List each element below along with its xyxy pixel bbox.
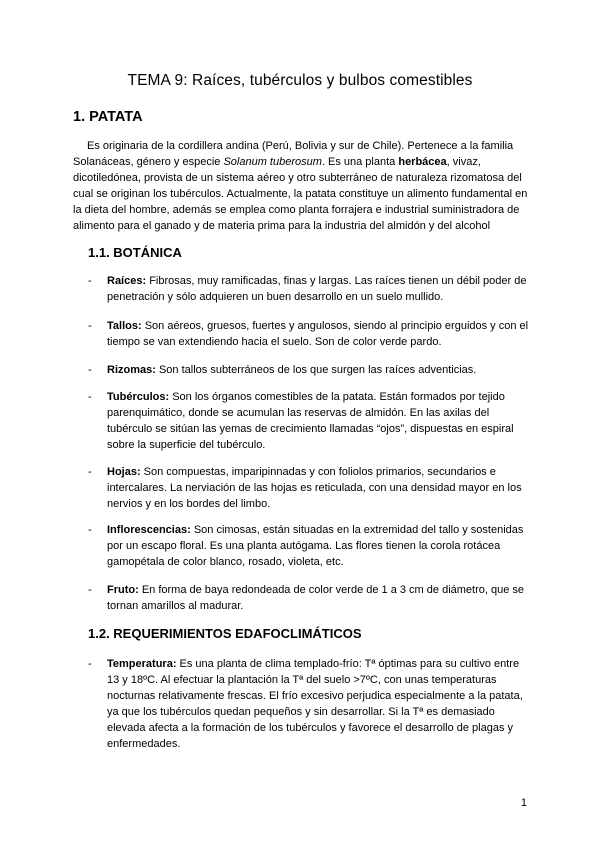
list-item-temperatura <box>88 656 534 752</box>
bullet-text: Son los órganos comestibles de la patata. Están formados por tejido parenquimático, donde se acumulan las reservas de almidón. En las axilas del tubérculo se sitúan las yemas de crecimiento llamadas “ojos”, dispuestas en espiral sobre la superficie del tubérculo. <box>107 391 514 451</box>
bullet-text: En forma de baya redondeada de color verde de 1 a 3 cm de diámetro, que se tornan amarillos al madurar. <box>107 584 525 612</box>
bullet-term: Rizomas: <box>107 364 156 376</box>
list-item-fruto <box>88 582 534 614</box>
bullet-dash: - <box>88 391 92 403</box>
intro-paragraph <box>73 138 535 234</box>
list-item-tallos <box>88 318 534 350</box>
subsection-heading-botanica: 1.1. BOTÁNICA <box>88 245 182 260</box>
list-item-tuberculos <box>88 389 534 453</box>
bullet-text: Son cimosas, están situadas en la extremidad del tallo y sostenidas por un escapo floral. Es una planta autógama. Las flores tienen la corola rotácea gamopétala de color blanco, rosado, violeta, etc. <box>107 524 524 568</box>
bullet-text: Fibrosas, muy ramificadas, finas y largas. Las raíces tienen un débil poder de penetración y sólo adquieren un buen desarrollo en un suelo mullido. <box>107 275 527 303</box>
intro-text-1: Es originaria de la cordillera andina (Perú, Bolivia y sur de Chile). Pertenece a la familia Solanáceas, género y especie <box>73 140 514 168</box>
bullet-dash: - <box>88 364 92 376</box>
bullet-term: Inflorescencias: <box>107 524 191 536</box>
bullet-term: Fruto: <box>107 584 139 596</box>
intro-text-2: . Es una planta <box>321 156 399 168</box>
list-item-raices <box>88 273 534 305</box>
bullet-text: Son aéreos, gruesos, fuertes y angulosos, siendo al principio erguidos y con el tiempo se van extendiendo hacia el suelo. Son de color verde pardo. <box>107 320 529 348</box>
bullet-dash: - <box>88 275 92 287</box>
bullet-dash: - <box>88 524 92 536</box>
list-item-rizomas <box>88 362 534 378</box>
bullet-term: Temperatura: <box>107 658 177 670</box>
list-item-inflorescencias <box>88 522 534 570</box>
bullet-term: Tubérculos: <box>107 391 170 403</box>
bullet-dash: - <box>88 658 92 670</box>
bullet-text: Son compuestas, imparipinnadas y con foliolos primarios, secundarios e intercalares. La nerviación de las hojas es reticulada, con una densidad mayor en los nervios y en los bordes del limbo. <box>107 466 522 510</box>
bullet-dash: - <box>88 584 92 596</box>
bullet-text: Es una planta de clima templado-frío: Tª óptimas para su cultivo entre 13 y 18ºC. Al efectuar la plantación la Tª del suelo >7ºC, con unas temperaturas nocturnas relativamente frescas. El frío excesivo perjudica especialmente a la patata, ya que los tubérculos quedan pequeños y sin desarrollar. Si la Tª es demasiado elevada afecta a la formación de los tubérculos y favorece el desarrollo de plagas y enfermedades. <box>107 658 523 750</box>
section-heading-patata: 1. PATATA <box>73 109 143 125</box>
intro-bold-term: herbácea <box>398 156 447 168</box>
bullet-term: Raíces: <box>107 275 147 287</box>
page-number: 1 <box>520 797 527 809</box>
page-title: TEMA 9: Raíces, tubérculos y bulbos comestibles <box>127 72 473 89</box>
bullet-dash: - <box>88 320 92 332</box>
list-item-hojas <box>88 464 534 512</box>
species-name: Solanum tuberosum <box>223 156 322 168</box>
bullet-dash: - <box>88 466 92 478</box>
subsection-heading-requerimientos: 1.2. REQUERIMIENTOS EDAFOCLIMÁTICOS <box>88 626 362 641</box>
bullet-term: Tallos: <box>107 320 142 332</box>
bullet-text: Son tallos subterráneos de los que surgen las raíces adventicias. <box>155 364 477 376</box>
bullet-term: Hojas: <box>107 466 141 478</box>
intro-text-3: , vivaz, dicotiledónea, provista de un sistema aéreo y otro subterráneo de naturaleza rizomatosa del cual se originan los tubérculos. Actualmente, la patata constituye un alimento fundamental en la dieta del hombre, además se emplea como planta forrajera e industrial suministradora de alimento para el ganado y de materia prima para la industria del almidón y del alcohol <box>73 156 528 232</box>
